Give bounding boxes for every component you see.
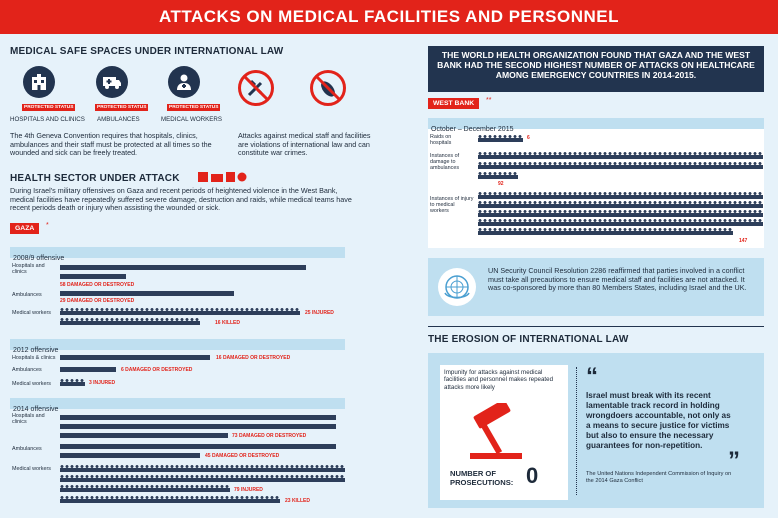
divider [428, 326, 764, 327]
row-value: 79 INJURED [234, 487, 263, 493]
injury-pictograms [478, 219, 763, 226]
row-label: Instances of injury to medical workers [430, 196, 474, 215]
hospital-pictograms [60, 354, 210, 361]
raid-pictograms [478, 135, 523, 142]
title-bar [0, 0, 778, 34]
gavel-icon [466, 403, 534, 463]
worker-pictograms [60, 308, 300, 315]
row-label: Ambulances [12, 292, 42, 298]
west-bank-asterisk: ** [486, 97, 492, 104]
injury-pictograms [478, 192, 763, 199]
safe-spaces-heading: MEDICAL SAFE SPACES UNDER INTERNATIONAL LAW [10, 46, 284, 57]
offensive-band-2008 [10, 247, 345, 262]
hospital-pictograms [60, 414, 336, 421]
hospital-icon [23, 66, 55, 98]
attack-icons [198, 170, 248, 184]
row-value: 58 DAMAGED OR DESTROYED [60, 282, 135, 288]
row-label: Hospitals and clinics [12, 263, 45, 276]
who-text: THE WORLD HEALTH ORGANIZATION FOUND THAT GAZA AND THE WEST BANK HAD THE SECOND HIGHEST NUMBER OF ATTACKS ON HEALTHCARE AMONG EMERGENCY COUNTRIES IN 2014-2015. [437, 50, 755, 80]
offensive-title: 2012 offensive [13, 347, 59, 354]
injury-pictograms [478, 228, 733, 235]
un-text: UN Security Council Resolution 2286 reaffirmed that parties involved in a conflict must take all precautions to ensure medical staff and facilities are not attacked. It was co-sponsored by more than 80 Members States, including Israel and the UK. [488, 266, 747, 293]
period-label: October – December 2015 [431, 126, 514, 133]
row-label: Medical workers [12, 381, 51, 387]
geneva-text: The 4th Geneva Convention requires that hospitals, clinics, ambulances and their staff must be protected at all times so the wounded and sick can be freely treated. [10, 131, 212, 158]
medical-workers-label: MEDICAL WORKERS [161, 116, 222, 123]
ambulance-pictograms [60, 443, 336, 450]
offensive-band-2014 [10, 398, 345, 413]
medic-icon [168, 66, 200, 98]
worker-pictograms [60, 465, 345, 472]
row-value: 3 INJURED [89, 380, 116, 386]
health-sector-text: During Israel's military offensives on Gaza and recent periods of heightened violence in the West Bank, medical facilities have repeatedly suffered severe damage, destruction and raids, while medical teams have recent periods death or injury when assisting the wounded or sick. [10, 186, 352, 213]
hospital-pictograms [60, 264, 306, 271]
erosion-heading: THE EROSION OF INTERNATIONAL LAW [428, 334, 629, 345]
hospital-pictograms [60, 273, 126, 280]
row-label: Instances of damage to ambulances [430, 153, 460, 172]
ambulance-pictograms [60, 452, 200, 459]
un-logo-icon [438, 268, 476, 306]
gaza-tag: GAZA [10, 223, 39, 234]
row-label: Hospitals and clinics [12, 413, 45, 426]
no-weapons-icon [238, 70, 274, 106]
quote-divider [576, 367, 578, 495]
hospitals-label: HOSPITALS AND CLINICS [10, 116, 85, 123]
row-value: 6 DAMAGED OR DESTROYED [121, 367, 193, 373]
page-title: ATTACKS ON MEDICAL FACILITIES AND PERSONNEL [158, 7, 620, 26]
close-quote-icon: ” [728, 447, 740, 474]
worker-pictograms [60, 318, 200, 325]
ambulance-damage-pictograms [478, 162, 763, 169]
health-sector-heading: HEALTH SECTOR UNDER ATTACK [10, 173, 180, 184]
row-value: 147 [739, 238, 748, 244]
ambulances-label: AMBULANCES [97, 116, 140, 123]
ambulance-pictograms [60, 366, 116, 373]
erosion-box [428, 353, 764, 508]
west-bank-tag: WEST BANK [428, 98, 479, 109]
row-label: Hospitals & clinics [12, 355, 56, 361]
un-box [428, 258, 764, 316]
ambulance-icon [96, 66, 128, 98]
injury-pictograms [478, 210, 763, 217]
row-value: 73 DAMAGED OR DESTROYED [232, 433, 307, 439]
row-value-2: 23 KILLED [285, 498, 311, 504]
offensive-band-2012 [10, 339, 345, 354]
row-value: 92 [498, 181, 504, 187]
offensive-title: 2014 offensive [13, 406, 59, 413]
period-band [428, 118, 764, 133]
row-label: Medical workers [12, 310, 51, 316]
quote-attribution: The United Nations Independent Commission of Inquiry on the 2014 Gaza Conflict [586, 471, 732, 484]
row-value: 6 [527, 135, 530, 141]
row-label: Raids on hospitals [430, 134, 452, 147]
row-label: Medical workers [12, 466, 51, 472]
row-value: 45 DAMAGED OR DESTROYED [205, 453, 280, 459]
row-value: 16 KILLED [215, 320, 241, 326]
row-label: Ambulances [12, 367, 42, 373]
hospital-pictograms [60, 432, 228, 439]
row-value: 16 DAMAGED OR DESTROYED [216, 355, 291, 361]
impunity-text: Impunity for attacks against medical facilities and personnel makes repeated attacks more likely [444, 369, 554, 391]
no-bombs-icon [310, 70, 346, 106]
quote-text: Israel must break with its recent lamentable track record in holding wrongdoers accountable, not only as a means to secure justice for victims but also to ensure the necessary guarantees for non-repetition. [586, 391, 731, 450]
prosecutions-value: 0 [526, 463, 539, 488]
hospital-pictograms [60, 423, 336, 430]
ambulance-damage-pictograms [478, 152, 763, 159]
row-label: Ambulances [12, 446, 42, 452]
who-box [428, 46, 764, 92]
row-value: 29 DAMAGED OR DESTROYED [60, 298, 135, 304]
worker-pictograms [60, 379, 85, 386]
protected-badge-2: PROTECTED STATUS [97, 105, 147, 110]
row-value-2: 25 INJURED [305, 310, 334, 316]
injury-pictograms [478, 201, 763, 208]
ambulance-pictograms [60, 290, 234, 297]
open-quote-icon: “ [586, 363, 598, 390]
protected-badge-3: PROTECTED STATUS [169, 105, 219, 110]
ambulance-damage-pictograms [478, 172, 518, 179]
war-crimes-text: Attacks against medical staff and facilities are violations of international law and can constitute war crimes. [238, 131, 371, 158]
worker-pictograms [60, 485, 230, 492]
protected-badge-1: PROTECTED STATUS [24, 105, 74, 110]
worker-pictograms [60, 475, 345, 482]
offensive-title: 2008/9 offensive [13, 255, 65, 262]
gaza-asterisk: * [46, 222, 49, 229]
worker-pictograms [60, 496, 280, 503]
prosecutions-label: NUMBER OF PROSECUTIONS: [450, 469, 514, 487]
